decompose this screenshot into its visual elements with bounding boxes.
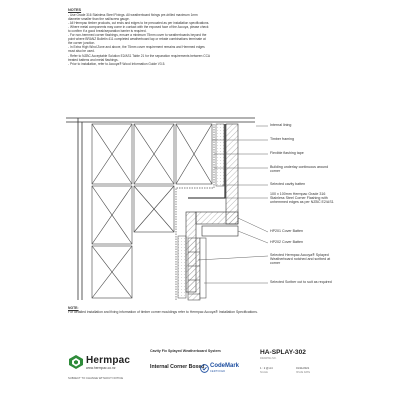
notes-line: - Prior to installation, refer to Accoya® Wood Information Guide V3.5. bbox=[68, 61, 166, 66]
label-internal-lining: Internal lining bbox=[270, 123, 292, 127]
codemark-text: CodeMark bbox=[210, 363, 240, 369]
label-scriber: Selected Scriber cut to suit as required bbox=[270, 280, 332, 284]
codemark-icon bbox=[200, 364, 209, 373]
notes-line: the corner junction. bbox=[68, 41, 96, 46]
brand-name: Hermpac bbox=[86, 355, 131, 366]
installation-note-text: For detailed installation and fixing information of timber corner mouldings refer to Hermpac Accoya® Installation Specifications. bbox=[68, 310, 258, 315]
label-building-underlay: Building underlay continuous around corner bbox=[270, 165, 329, 174]
title-block bbox=[68, 348, 336, 378]
notes-line: - For non-hemmed corner flashings, ensure a minimum 75mm cover to weatherboards beyond the bbox=[68, 33, 207, 38]
disclaimer: SUBJECT TO CHANGE WITHOUT NOTICE bbox=[68, 376, 124, 380]
drawing-no-label: DRAWING NO. bbox=[260, 357, 277, 360]
installation-note bbox=[68, 306, 328, 314]
notes-line: must also be used. bbox=[68, 49, 95, 54]
website: www.hermpac.co.nz bbox=[86, 366, 116, 370]
hermpac-logo-icon bbox=[68, 354, 84, 370]
codemark-logo bbox=[200, 362, 244, 376]
codemark-sub: CERTIFIED bbox=[210, 370, 226, 373]
notes-line: point where BRANZ Bulletin 411 completed weatherboard lap or rebate combinations terminate at bbox=[68, 37, 206, 42]
label-hp202: HP202 Cover Batten bbox=[270, 240, 303, 244]
scriber bbox=[200, 238, 206, 298]
scale-value: 1 : 2 @ A4 bbox=[260, 367, 273, 370]
notes-line: - Where metal components may come in contact with the exposed face of the Accoya, please check bbox=[68, 24, 209, 29]
weatherboard-vertical bbox=[226, 124, 238, 224]
notes-heading: NOTES bbox=[68, 8, 82, 12]
weatherboard-stack bbox=[188, 238, 200, 300]
label-corner-flashing: 100 x 100mm Hermpac Grade 316 Stainless Steel Corner Flashing with unhemmed edges as per NZBC E2/AS1 bbox=[270, 192, 334, 205]
notes-line: - Use Grade 316 Stainless Steel Fixings. All weatherboard fixings pre-drilled maximum 1mm bbox=[68, 12, 198, 17]
label-flashing-tape: Flexible flashing tape bbox=[270, 151, 304, 155]
label-timber-framing: Timber framing bbox=[270, 137, 295, 141]
installation-note-heading: NOTE: bbox=[68, 306, 79, 310]
scale-label: SCALE bbox=[260, 371, 268, 374]
notes-line: - In Extra High Wind Zone and above, the 75mm cover requirement remains and Hemmed edges bbox=[68, 45, 205, 50]
notes-line: diameter smaller than the nail/screw gauge. bbox=[68, 16, 130, 21]
hermpac-logo bbox=[68, 351, 130, 375]
notes-line: - All Hermpac timber products, cut ends and edges to be precoated as per installation specifications. bbox=[68, 20, 210, 25]
notes-line: to confirm if a good break/separation barrier is required. bbox=[68, 28, 147, 33]
notes-line: - Refer to NZBC Acceptable Solution E2/AS1 Table 21 for the separation requirements between CCA bbox=[68, 53, 211, 58]
label-weatherboard: Selected Hermpac Accoya® Splayed Weatherboard notched and scribed at corner bbox=[270, 253, 331, 266]
issue-date: 01/11/2021 bbox=[296, 367, 310, 370]
label-cavity-batten: Selected cavity batten bbox=[270, 182, 306, 186]
issue-date-label: ISSUE DATE bbox=[296, 371, 311, 374]
label-hp201: HP201 Cover Batten bbox=[270, 229, 303, 233]
drawing-title: Internal Corner Boxed bbox=[150, 364, 205, 370]
system-name: Cavity Fix Splayed Weatherboard System bbox=[150, 349, 221, 353]
drawing-code: HA-SPLAY-302 bbox=[260, 349, 306, 356]
notes-line: treated battens and metal flashings. bbox=[68, 57, 119, 62]
